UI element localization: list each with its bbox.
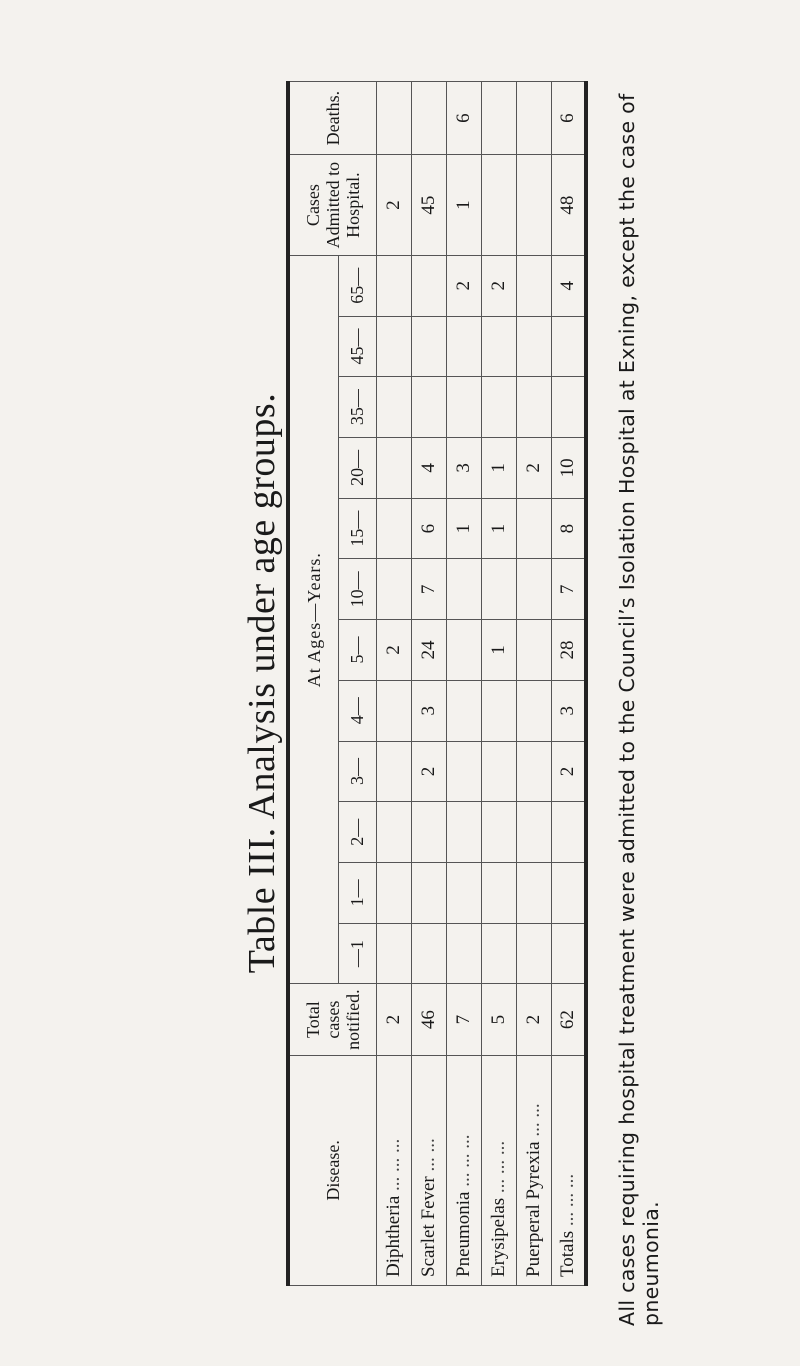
disease-cell — [516, 1055, 551, 1285]
age-cell — [376, 680, 411, 741]
total-cell: 2 — [376, 984, 411, 1055]
table-row — [516, 82, 551, 1286]
age-cell — [551, 923, 586, 984]
age-cell: 2 — [516, 438, 551, 499]
admitted-cell: 45 — [411, 155, 446, 256]
age-header: 10— — [338, 559, 376, 620]
disease-name: Puerperal Pyrexia — [522, 1141, 544, 1277]
age-cell: 3 — [411, 680, 446, 741]
disease-cell — [446, 1055, 481, 1285]
deaths-cell — [481, 82, 516, 155]
page-title: Table III. Analysis under age groups. — [241, 392, 283, 974]
disease-name: Diphtheria — [382, 1195, 404, 1277]
disease-name: Scarlet Fever — [417, 1176, 439, 1277]
table-row — [551, 82, 586, 1286]
age-cell — [411, 863, 446, 924]
deaths-cell: 6 — [551, 82, 586, 155]
age-cell — [411, 316, 446, 377]
deaths-cell — [376, 82, 411, 155]
age-cell — [376, 498, 411, 559]
leader-dots: ... ... — [417, 1138, 439, 1172]
age-cell — [376, 923, 411, 984]
leader-dots: ... ... ... — [487, 1140, 509, 1194]
table-row — [481, 82, 516, 1286]
age-cell — [481, 741, 516, 802]
admitted-cell — [481, 155, 516, 256]
disease-cell — [411, 1055, 446, 1285]
table-row — [376, 82, 411, 1286]
age-cell — [516, 255, 551, 316]
age-header: —1 — [338, 923, 376, 984]
age-header: 45— — [338, 316, 376, 377]
age-cell: 2 — [446, 255, 481, 316]
age-cell — [376, 316, 411, 377]
deaths-cell — [411, 82, 446, 155]
age-cell — [481, 559, 516, 620]
age-header: 1— — [338, 863, 376, 924]
table-row — [446, 82, 481, 1286]
header-ages: At Ages—Years. — [288, 255, 338, 984]
age-cell — [376, 559, 411, 620]
total-cell: 62 — [551, 984, 586, 1055]
footnote: All cases requiring hospital treatment were admitted to the Council’s Isolation Hospital at Exning, except the case of pneumonia. — [615, 93, 663, 1326]
age-cell — [376, 438, 411, 499]
age-cell: 2 — [376, 620, 411, 681]
age-cell: 2 — [481, 255, 516, 316]
age-cell — [446, 377, 481, 438]
age-cell — [411, 377, 446, 438]
age-cell: 1 — [481, 438, 516, 499]
age-cell: 7 — [411, 559, 446, 620]
age-cell — [446, 316, 481, 377]
age-cell — [481, 923, 516, 984]
age-cell — [551, 316, 586, 377]
age-cell — [446, 802, 481, 863]
age-cell: 10 — [551, 438, 586, 499]
disease-cell — [551, 1055, 586, 1285]
age-cell: 4 — [411, 438, 446, 499]
age-header: 3— — [338, 741, 376, 802]
age-cell — [481, 377, 516, 438]
disease-cell — [376, 1055, 411, 1285]
leader-dots: ... ... ... — [382, 1138, 404, 1191]
deaths-cell — [516, 82, 551, 155]
age-cell: 24 — [411, 620, 446, 681]
age-cell: 3 — [551, 680, 586, 741]
admitted-cell: 48 — [551, 155, 586, 256]
age-cell: 3 — [446, 438, 481, 499]
age-header: 15— — [338, 498, 376, 559]
disease-name: Erysipelas — [487, 1197, 509, 1277]
age-cell — [516, 316, 551, 377]
age-cell — [446, 620, 481, 681]
age-header: 35— — [338, 377, 376, 438]
age-cell — [481, 316, 516, 377]
age-cell — [446, 741, 481, 802]
age-cell — [551, 377, 586, 438]
age-cell — [376, 255, 411, 316]
age-cell — [516, 680, 551, 741]
age-cell: 28 — [551, 620, 586, 681]
age-cell — [481, 802, 516, 863]
age-cell: 4 — [551, 255, 586, 316]
header-disease: Disease. — [288, 1055, 376, 1285]
age-cell — [411, 255, 446, 316]
age-cell — [446, 863, 481, 924]
age-cell — [411, 802, 446, 863]
header-admitted: Cases Admitted to Hospital. — [288, 155, 376, 256]
disease-cell — [481, 1055, 516, 1285]
age-header: 20— — [338, 438, 376, 499]
age-cell — [516, 620, 551, 681]
age-cell — [376, 802, 411, 863]
age-cell — [481, 863, 516, 924]
table-row — [411, 82, 446, 1286]
deaths-cell: 6 — [446, 82, 481, 155]
header-deaths: Deaths. — [288, 82, 376, 155]
header-total: Total cases notified. — [288, 984, 376, 1055]
age-cell — [516, 377, 551, 438]
age-header: 2— — [338, 802, 376, 863]
age-cell — [446, 923, 481, 984]
age-cell — [551, 802, 586, 863]
admitted-cell — [516, 155, 551, 256]
admitted-cell: 1 — [446, 155, 481, 256]
age-header: 5— — [338, 620, 376, 681]
age-header: 65— — [338, 255, 376, 316]
age-cell — [411, 923, 446, 984]
total-cell: 2 — [516, 984, 551, 1055]
total-cell: 46 — [411, 984, 446, 1055]
age-cell: 2 — [411, 741, 446, 802]
age-cell — [516, 863, 551, 924]
disease-name: Totals — [556, 1230, 578, 1277]
total-cell: 5 — [481, 984, 516, 1055]
age-cell: 8 — [551, 498, 586, 559]
age-cell — [376, 863, 411, 924]
age-cell: 1 — [481, 498, 516, 559]
age-cell: 6 — [411, 498, 446, 559]
total-cell: 7 — [446, 984, 481, 1055]
admitted-cell: 2 — [376, 155, 411, 256]
age-cell: 1 — [481, 620, 516, 681]
leader-dots: ... ... — [522, 1103, 544, 1137]
age-header: 4— — [338, 680, 376, 741]
disease-name: Pneumonia — [452, 1191, 474, 1277]
age-cell: 2 — [551, 741, 586, 802]
age-cell — [446, 680, 481, 741]
age-cell — [551, 863, 586, 924]
age-cell — [516, 802, 551, 863]
age-cell — [516, 498, 551, 559]
age-cell — [516, 559, 551, 620]
age-cell — [516, 923, 551, 984]
leader-dots: ... ... ... — [556, 1173, 578, 1227]
age-cell — [481, 680, 516, 741]
age-cell — [446, 559, 481, 620]
age-cell: 1 — [446, 498, 481, 559]
age-cell: 7 — [551, 559, 586, 620]
age-group-table — [286, 81, 588, 1286]
leader-dots: ... ... ... — [452, 1134, 474, 1187]
age-cell — [376, 741, 411, 802]
age-cell — [516, 741, 551, 802]
age-cell — [376, 377, 411, 438]
